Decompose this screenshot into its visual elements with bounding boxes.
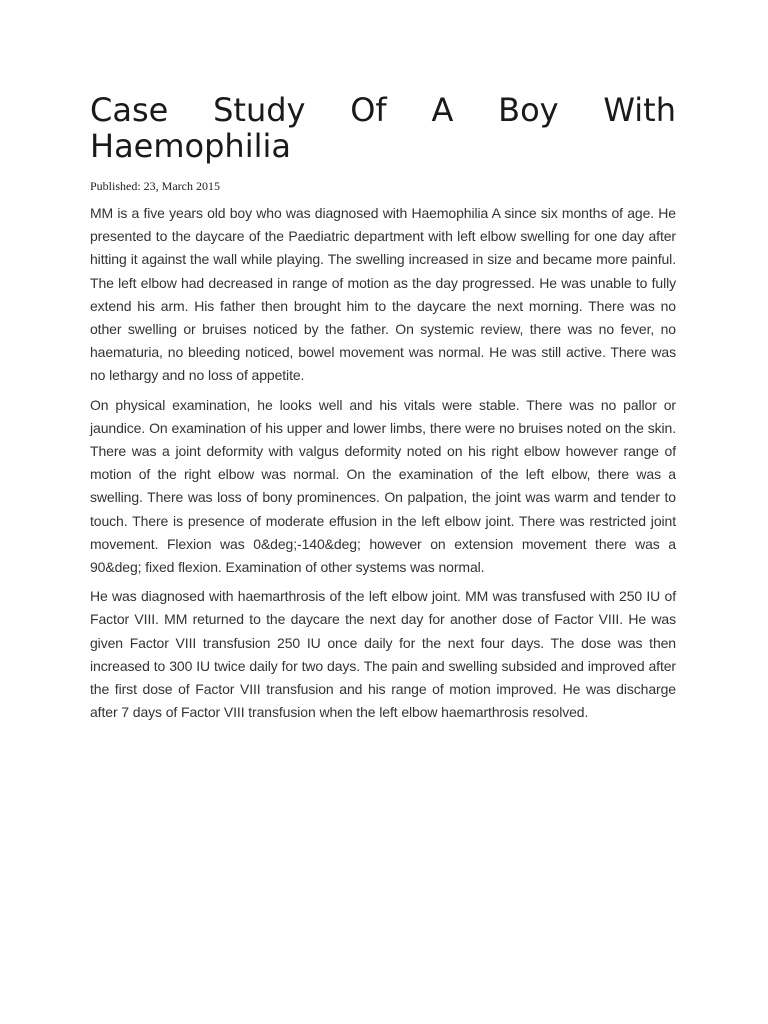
document-page: [90, 92, 676, 724]
page-title: [90, 92, 676, 164]
page-title-line-2: Haemophilia: [90, 127, 291, 165]
body-paragraph-2: On physical examination, he looks well and his vitals were stable. There was no pallor or jaundice. On examination of his upper and lower limbs, there were no bruises noted on the skin. There was a joint deformity with valgus deformity noted on his right elbow however range of motion of the right elbow was normal. On the examination of the left elbow, there was a swelling. There was loss of bony prominences. On palpation, the joint was warm and tender to touch. There is presence of moderate effusion in the left elbow joint. There was restricted joint movement. Flexion was 0&deg;-140&deg; however on extension movement there was a 90&deg; fixed flexion. Examination of other systems was normal.: [90, 396, 676, 576]
page-title-line-1: Case Study Of A Boy With: [90, 91, 676, 129]
body-paragraph-3: He was diagnosed with haemarthrosis of the left elbow joint. MM was transfused with 250 IU of Factor VIII. MM returned to the daycare the next day for another dose of Factor VIII. He was given Factor VIII transfusion 250 IU once daily for the next four days. The dose was then increased to 300 IU twice daily for two days. The pain and swelling subsided and improved after the first dose of Factor VIII transfusion and his range of motion improved. He was discharge after 7 days of Factor VIII transfusion when the left elbow haemarthrosis resolved.: [90, 588, 676, 721]
published-date: Published: 23, March 2015: [90, 179, 220, 193]
body-paragraph-1: MM is a five years old boy who was diagnosed with Haemophilia A since six months of age. He presented to the daycare of the Paediatric department with left elbow swelling for one day after hitting it against the wall while playing. The swelling increased in size and became more painful. The left elbow had decreased in range of motion as the day progressed. He was unable to fully extend his arm. His father then brought him to the daycare the next morning. There was no other swelling or bruises noticed by the father. On systemic review, there was no fever, no haematuria, no bleeding noticed, bowel movement was normal. He was still active. There was no lethargy and no loss of appetite.: [90, 205, 676, 384]
